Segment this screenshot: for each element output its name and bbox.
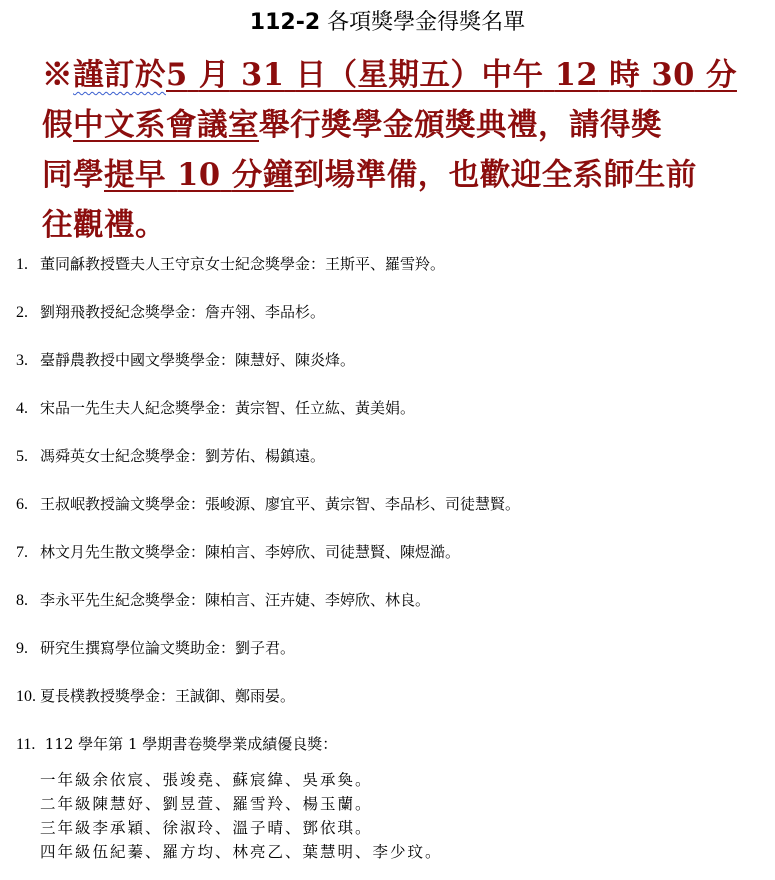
award-item — [16, 300, 756, 348]
notice-line-4 — [42, 200, 742, 250]
honor-roll-grade-4: 四年級伍紀蓁、羅方均、林亮乙、葉慧明、李少玟。 — [40, 843, 443, 861]
notice-month-unit: 月 — [198, 57, 230, 93]
award-number: 4. — [16, 400, 28, 417]
award-text: 臺靜農教授中國文學獎學金：陳慧妤、陳炎烽。 — [40, 351, 356, 369]
notice-hour-num: 12 — [554, 57, 599, 93]
notice-day-num: 31 — [240, 57, 285, 93]
notice-early-num: 10 — [177, 157, 221, 193]
honor-roll — [40, 768, 443, 864]
notice-seg1: 謹訂於 — [73, 57, 166, 93]
award-item — [16, 636, 756, 684]
notice-seg3: 舉行獎學金頒獎典禮，請得獎 — [259, 107, 662, 143]
notice-hour-unit: 時 — [609, 57, 641, 93]
notice-venue: 中文系會議室 — [73, 107, 259, 143]
award-number: 7. — [16, 544, 28, 561]
notice-line-3 — [42, 150, 742, 200]
honor-roll-grade-1: 一年級余依宸、張竣堯、蘇宸緯、吳承奐。 — [40, 771, 373, 789]
notice-early1: 提早 — [104, 157, 166, 193]
award-text: 研究生撰寫學位論文獎助金：劉子君。 — [40, 639, 296, 657]
notice-day-unit: 日（星期五）中午 — [295, 57, 544, 93]
award-number: 9. — [16, 640, 28, 657]
award-number: 6. — [16, 496, 28, 513]
award-item — [16, 492, 756, 540]
award-number: 2. — [16, 304, 28, 321]
award-item — [16, 444, 756, 492]
ceremony-notice — [42, 50, 742, 250]
notice-seg4: 同學 — [42, 157, 104, 193]
notice-seg6: 往觀禮。 — [42, 207, 166, 243]
award-number: 5. — [16, 448, 28, 465]
award-item — [16, 348, 756, 396]
notice-early2: 分鐘 — [231, 157, 294, 193]
notice-seg2: 假 — [42, 107, 73, 143]
award-text: 劉翔飛教授紀念獎學金：詹卉翎、李品杉。 — [40, 303, 326, 321]
award-item — [16, 684, 756, 732]
award-number: 1. — [16, 256, 28, 273]
award-text: 宋品一先生夫人紀念獎學金：黃宗智、任立紘、黃美娟。 — [40, 399, 416, 417]
award-number: 11. — [16, 736, 36, 753]
award-text: 馮舜英女士紀念獎學金：劉芳佑、楊鎮遠。 — [40, 447, 326, 465]
notice-mark: ※ — [42, 57, 73, 93]
notice-seg5: 到場準備，也歡迎全系師生前 — [293, 157, 697, 193]
honor-roll-grade-3: 三年級李承穎、徐淑玲、溫子晴、鄧依琪。 — [40, 819, 373, 837]
award-text: 夏長樸教授獎學金：王誠御、鄭雨晏。 — [40, 687, 296, 705]
award-item — [16, 252, 756, 300]
title-year-code: 112-2 — [249, 10, 321, 35]
award-number: 10. — [16, 688, 36, 705]
award-number: 3. — [16, 352, 28, 369]
page-title — [0, 9, 775, 37]
notice-min-unit: 分 — [705, 57, 737, 93]
honor-roll-grade-2: 二年級陳慧妤、劉昱萱、羅雪羚、楊玉蘭。 — [40, 795, 373, 813]
notice-min-num: 30 — [651, 57, 695, 93]
award-text: 李永平先生紀念獎學金：陳柏言、汪卉婕、李婷欣、林良。 — [40, 591, 431, 609]
award-item — [16, 396, 756, 444]
award-list — [16, 252, 756, 780]
award-number: 8. — [16, 592, 28, 609]
notice-month-num: 5 — [166, 57, 188, 93]
award-item — [16, 588, 756, 636]
award-text: 王叔岷教授論文獎學金：張峻源、廖宜平、黃宗智、李品杉、司徒慧賢。 — [40, 495, 521, 513]
award-text: 董同龢教授暨夫人王守京女士紀念獎學金：王斯平、羅雪羚。 — [40, 255, 446, 273]
award-item — [16, 540, 756, 588]
notice-line-2 — [42, 100, 742, 150]
award-text: 112 學年第 1 學期書卷獎學業成績優良獎： — [44, 735, 338, 753]
award-text: 林文月先生散文獎學金：陳柏言、李婷欣、司徒慧賢、陳煜澔。 — [40, 543, 461, 561]
notice-line-1 — [42, 50, 742, 100]
title-text: 各項獎學金得獎名單 — [327, 10, 526, 35]
